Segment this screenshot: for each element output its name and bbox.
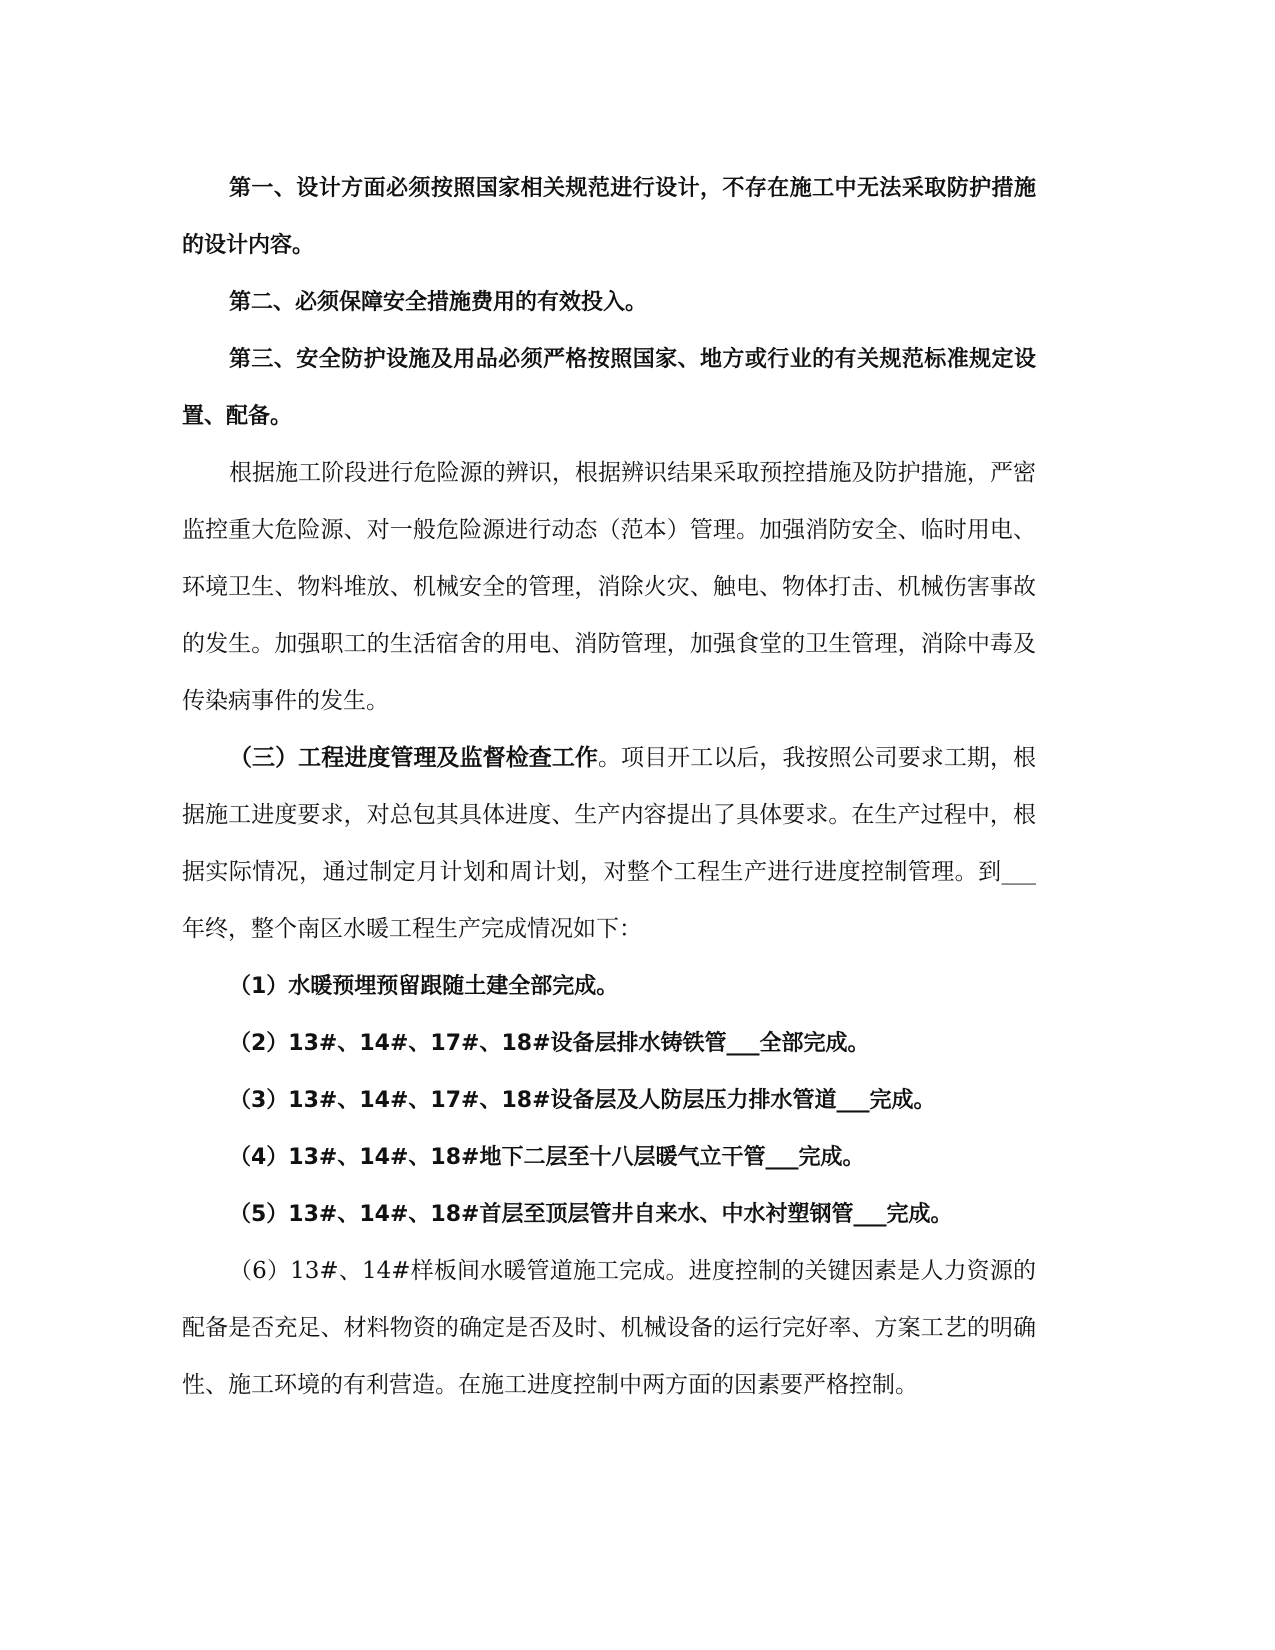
progress-management-text: 。项目开工以后，我按照公司要求工期，根据施工进度要求，对总包其具体进度、生产内容提出了具体要求。在生产过程中，根据实际情况，通过制定月计划和周计划，对整个工程生产进行进度控制管理。到___年终，整个南区水暖工程生产完成情况如下：: [182, 745, 1037, 942]
progress-item-1: （1）水暖预埋预留跟随土建全部完成。: [229, 974, 619, 999]
progress-item-6: （6）13#、14#样板间水暖管道施工完成。进度控制的关键因素是人力资源的配备是否充足、材料物资的确定是否及时、机械设备的运行完好率、方案工艺的明确性、施工环境的有利营造。在施工进度控制中两方面的因素要严格控制。: [182, 1258, 1036, 1398]
progress-item-2: （2）13#、14#、17#、18#设备层排水铸铁管___全部完成。: [229, 1031, 870, 1056]
paragraph-design-requirement: 第一、设计方面必须按照国家相关规范进行设计，不存在施工中无法采取防护措施的设计内容。: [182, 176, 1036, 258]
document-body: [182, 160, 1036, 1414]
section-heading-progress: （三）工程进度管理及监督检查工作: [229, 745, 598, 771]
progress-item-3: （3）13#、14#、17#、18#设备层及人防层压力排水管道___完成。: [229, 1088, 936, 1113]
paragraph-safety-cost: 第二、必须保障安全措施费用的有效投入。: [229, 290, 648, 315]
paragraph-hazard-identification: 根据施工阶段进行危险源的辨识，根据辨识结果采取预控措施及防护措施，严密监控重大危险源、对一般危险源进行动态（范本）管理。加强消防安全、临时用电、环境卫生、物料堆放、机械安全的管理，消除火灾、触电、物体打击、机械伤害事故的发生。加强职工的生活宿舍的用电、消防管理，加强食堂的卫生管理，消除中毒及传染病事件的发生。: [182, 460, 1036, 714]
paragraph-safety-facilities: 第三、安全防护设施及用品必须严格按照国家、地方或行业的有关规范标准规定设置、配备。: [182, 347, 1036, 429]
progress-item-4: （4）13#、14#、18#地下二层至十八层暖气立干管___完成。: [229, 1145, 865, 1170]
progress-item-5: （5）13#、14#、18#首层至顶层管井自来水、中水衬塑钢管___完成。: [229, 1202, 953, 1227]
paragraph-progress-management: [182, 730, 1036, 958]
